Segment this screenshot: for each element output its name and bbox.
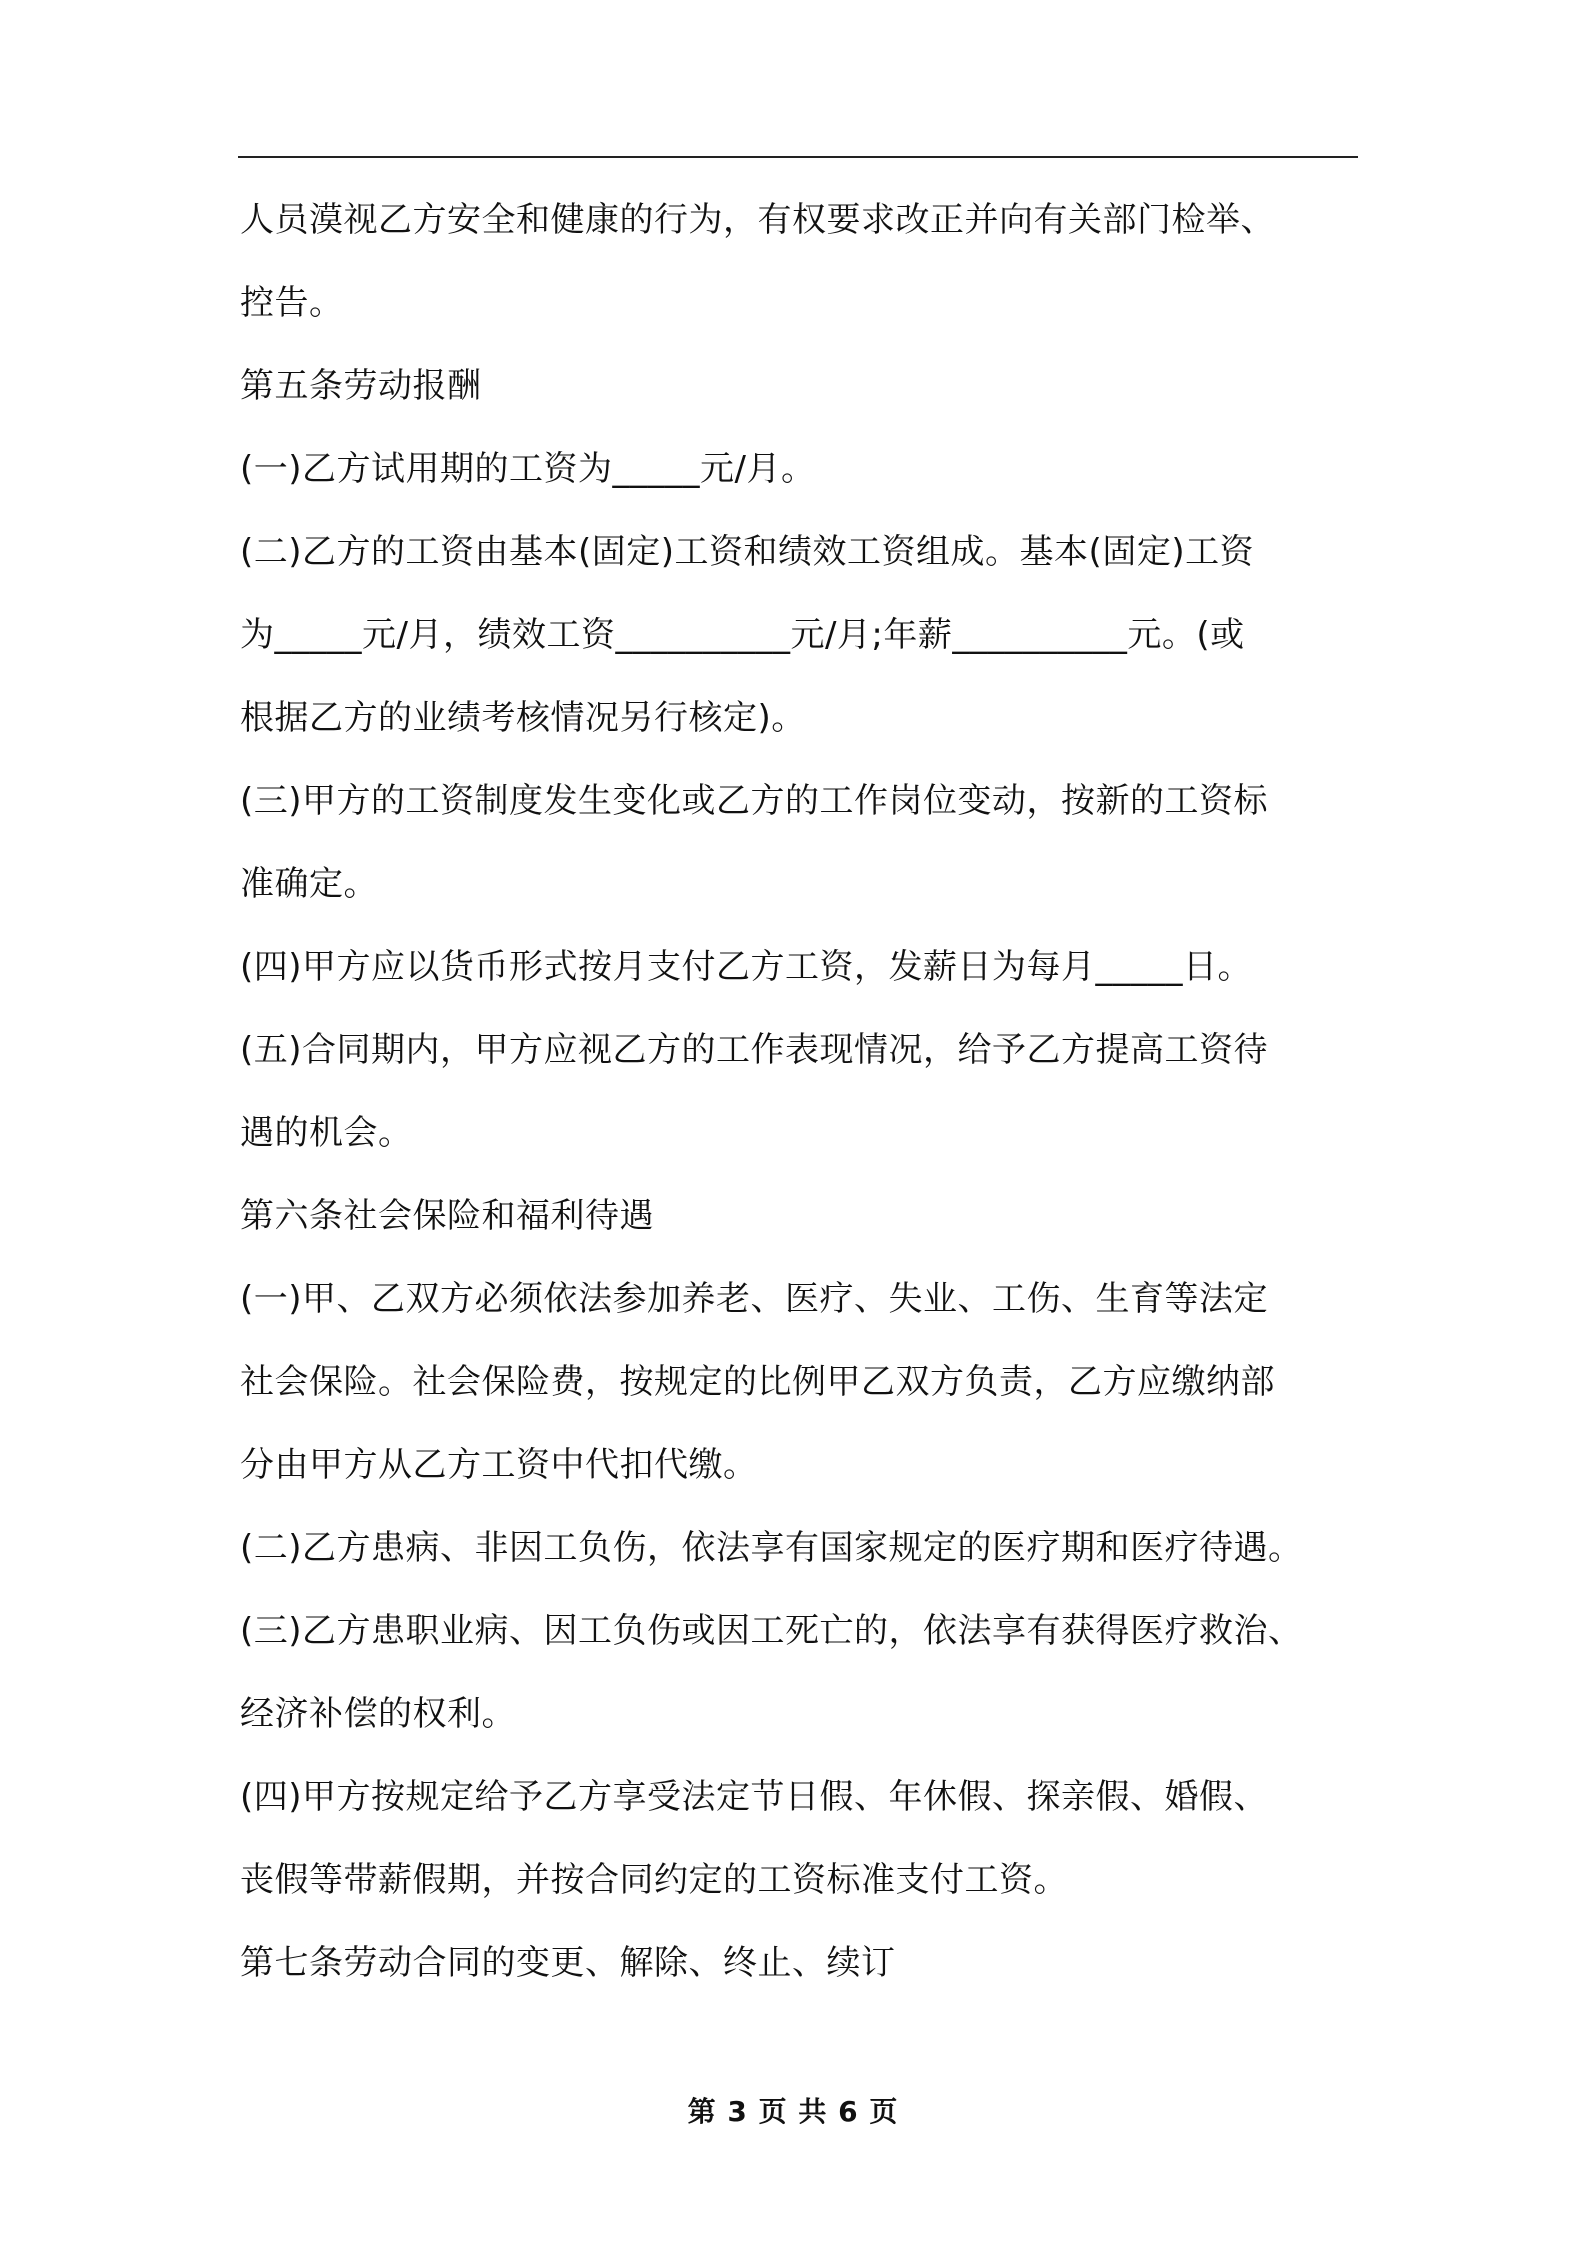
text-line-10: (四)甲方应以货币形式按月支付乙方工资，发薪日为每月_____日。 xyxy=(240,947,1253,987)
text-line-11: (五)合同期内，甲方应视乙方的工作表现情况，给予乙方提高工资待 xyxy=(240,1030,1269,1070)
text-line-9: 准确定。 xyxy=(240,864,378,904)
text-line-14: (一)甲、乙双方必须依法参加养老、医疗、失业、工伤、生育等法定 xyxy=(240,1279,1269,1319)
text-line-7: 根据乙方的业绩考核情况另行核定)。 xyxy=(240,698,806,738)
text-line-5: (二)乙方的工资由基本(固定)工资和绩效工资组成。基本(固定)工资 xyxy=(240,532,1255,572)
text-line-19: 经济补偿的权利。 xyxy=(240,1694,516,1734)
text-line-1: 人员漠视乙方安全和健康的行为，有权要求改正并向有关部门检举、 xyxy=(240,200,1275,240)
text-line-12: 遇的机会。 xyxy=(240,1113,413,1153)
text-line-16: 分由甲方从乙方工资中代扣代缴。 xyxy=(240,1445,758,1485)
text-line-18: (三)乙方患职业病、因工负伤或因工死亡的，依法享有获得医疗救治、 xyxy=(240,1611,1303,1651)
section-heading-5: 第五条劳动报酬 xyxy=(240,366,482,406)
section-heading-7: 第七条劳动合同的变更、解除、终止、续订 xyxy=(240,1943,896,1983)
text-line-8: (三)甲方的工资制度发生变化或乙方的工作岗位变动，按新的工资标 xyxy=(240,781,1269,821)
text-line-15: 社会保险。社会保险费，按规定的比例甲乙双方负责，乙方应缴纳部 xyxy=(240,1362,1275,1402)
page-number: 第 3 页 共 6 页 xyxy=(687,2095,899,2128)
text-line-17: (二)乙方患病、非因工负伤，依法享有国家规定的医疗期和医疗待遇。 xyxy=(240,1528,1303,1568)
section-heading-6: 第六条社会保险和福利待遇 xyxy=(240,1196,654,1236)
text-line-20: (四)甲方按规定给予乙方享受法定节日假、年休假、探亲假、婚假、 xyxy=(240,1777,1269,1817)
text-line-6: 为_____元/月，绩效工资__________元/月;年薪__________元。(或 xyxy=(240,615,1245,655)
header-rule xyxy=(238,156,1358,158)
text-line-21: 丧假等带薪假期，并按合同约定的工资标准支付工资。 xyxy=(240,1860,1068,1900)
text-line-2: 控告。 xyxy=(240,283,344,323)
text-line-4: (一)乙方试用期的工资为_____元/月。 xyxy=(240,449,816,489)
